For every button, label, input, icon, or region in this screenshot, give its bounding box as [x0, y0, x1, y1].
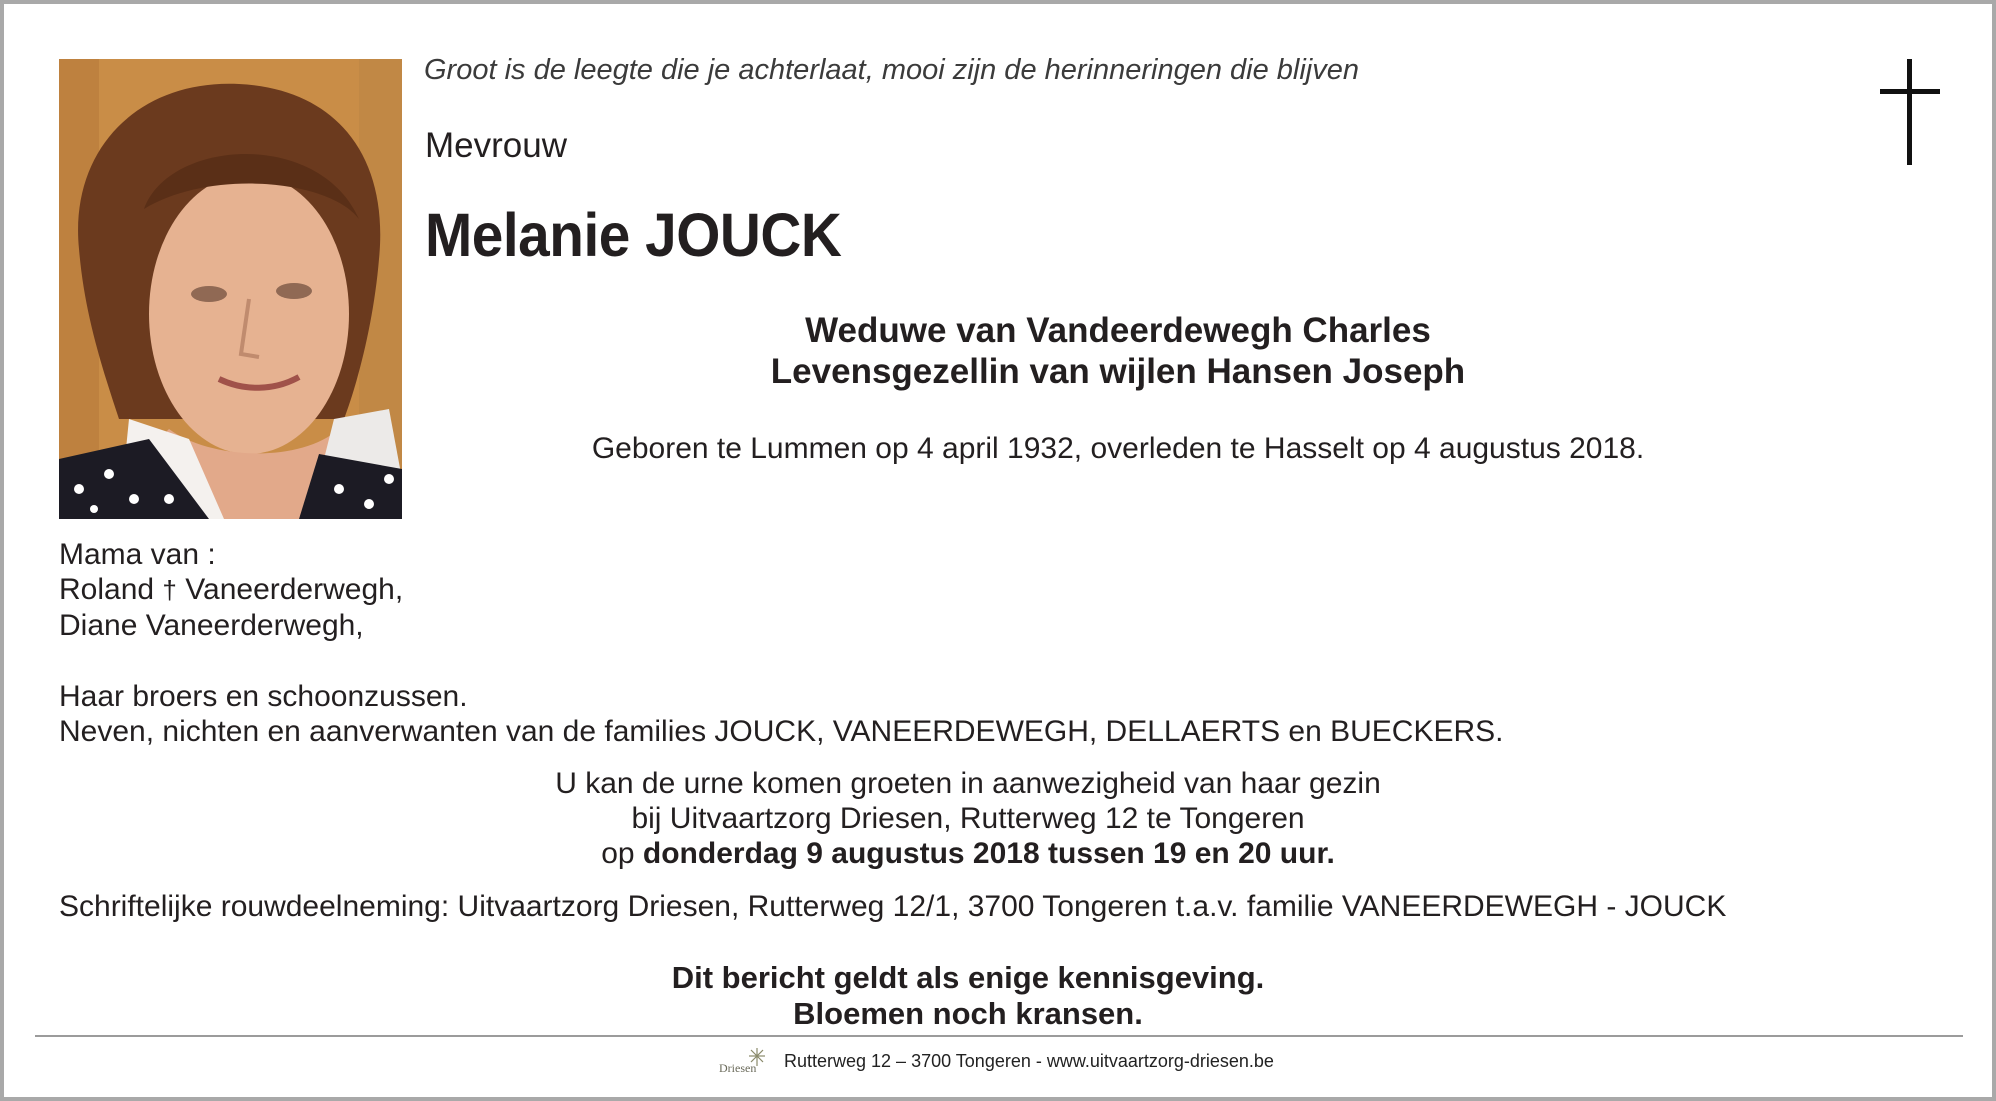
deceased-mark-icon: †: [162, 575, 177, 605]
deceased-name: Melanie JOUCK: [425, 201, 842, 269]
children-heading: Mama van :: [59, 538, 216, 571]
visitation-prefix: op: [601, 837, 635, 870]
partner-line: Levensgezellin van wijlen Hansen Joseph: [770, 352, 1466, 391]
widow-line: Weduwe van Vandeerdewegh Charles: [805, 311, 1431, 350]
child-item: [59, 572, 403, 608]
footer-divider: [35, 1035, 1963, 1037]
obituary-card: [4, 4, 1992, 1097]
family-line: Neven, nichten en aanverwanten van de families JOUCK, VANEERDEWEGH, DELLAERTS en BUECKERS.: [59, 715, 1504, 748]
child-item: Diane Vaneerderwegh,: [59, 609, 364, 642]
footer-address: Rutterweg 12 – 3700 Tongeren - www.uitvaartzorg-driesen.be: [784, 1051, 1274, 1071]
visitation-line: U kan de urne komen groeten in aanwezigheid van haar gezin: [555, 767, 1381, 800]
notice-line: Bloemen noch kransen.: [793, 996, 1143, 1031]
logo-text: Driesen: [719, 1061, 757, 1075]
relations-block: [584, 310, 1652, 392]
notice-line: Dit bericht geldt als enige kennisgeving.: [671, 960, 1265, 995]
family-block: [59, 679, 1504, 749]
written-condolence: Schriftelijke rouwdeelneming: Uitvaartzorg Driesen, Rutterweg 12/1, 3700 Tongeren t.a.v. familie VANEERDEWEGH - JOUCK: [59, 890, 1727, 923]
children-block: [59, 537, 403, 643]
notice-block: [304, 960, 1632, 1032]
visitation-line: bij Uitvaartzorg Driesen, Rutterweg 12 te Tongeren: [631, 802, 1305, 835]
cross-icon: [1880, 59, 1940, 165]
visitation-block: [304, 766, 1632, 871]
family-line: Haar broers en schoonzussen.: [59, 680, 468, 713]
child-first-name: Roland: [59, 573, 155, 606]
visitation-date-line: [304, 836, 1632, 871]
funeral-home-logo: [717, 1044, 775, 1084]
visitation-date: donderdag 9 augustus 2018 tussen 19 en 20 uur.: [642, 837, 1335, 870]
memorial-quote: Groot is de leegte die je achterlaat, mooi zijn de herinneringen die blijven: [424, 54, 1360, 86]
portrait-photo: [59, 59, 402, 519]
birth-death-line: Geboren te Lummen op 4 april 1932, overleden te Hasselt op 4 augustus 2018.: [591, 432, 1645, 465]
salutation: Mevrouw: [425, 126, 567, 165]
child-last-name: Vaneerderwegh,: [185, 573, 404, 606]
